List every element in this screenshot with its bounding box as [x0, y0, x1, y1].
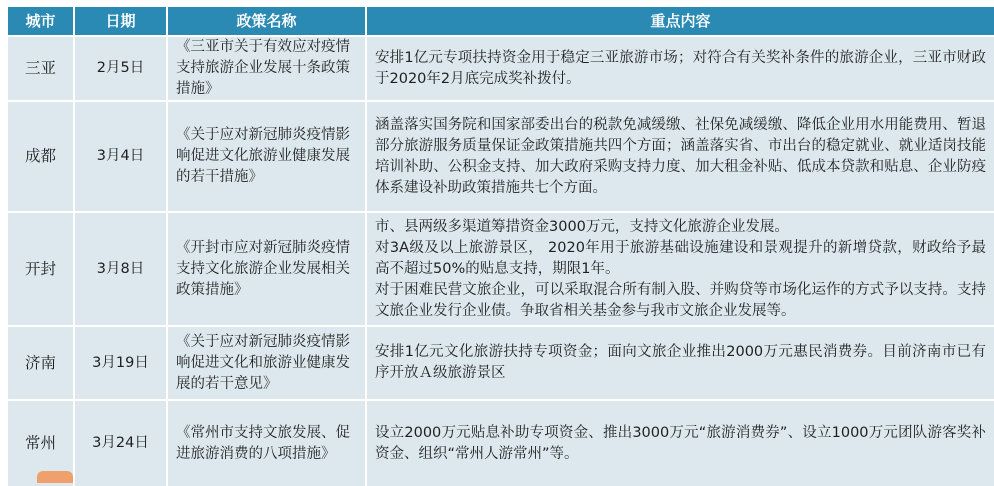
cell-policy-name: 《关于应对新冠肺炎疫情影响促进文化旅游业健康发展的若干措施》: [168, 102, 365, 211]
cell-city: 成都: [8, 102, 73, 211]
cell-key-content: [367, 37, 994, 100]
cell-date: 3月8日: [75, 213, 166, 325]
header-key-content: 重点内容: [367, 7, 994, 35]
cell-date: 3月24日: [75, 401, 166, 486]
cell-policy-name: 《常州市支持文旅发展、促进旅游消费的八项措施》: [168, 401, 365, 486]
cell-city: 开封: [8, 213, 73, 325]
content-paragraph: 市、县两级多渠道筹措资金3000万元，支持文化旅游企业发展。: [375, 218, 789, 235]
cell-date: 2月5日: [75, 37, 166, 100]
content-paragraph: 对于困难民营文旅企业，可以采取混合所有制入股、并购贷等市场化运作的方式予以支持。支持文旅企业发行企业债。争取省相关基金参与我市文旅企业发展等。: [375, 281, 986, 319]
cell-key-content: [367, 327, 994, 399]
content-paragraph: 对3A级及以上旅游景区， 2020年用于旅游基础设施建设和景观提升的新增贷款，财政给予最高不超过50%的贴息支持，期限1年。: [375, 239, 986, 277]
cell-policy-name: 《开封市应对新冠肺炎疫情支持文化旅游企业发展相关政策措施》: [168, 213, 365, 325]
header-date: 日期: [75, 7, 166, 35]
cell-city: 济南: [8, 327, 73, 399]
cell-key-content: [367, 401, 994, 486]
cell-city: 常州: [8, 401, 73, 486]
header-city: 城市: [8, 7, 73, 35]
header-policy-name: 政策名称: [168, 7, 365, 35]
cell-policy-name: 《三亚市关于有效应对疫情支持旅游企业发展十条政策措施》: [168, 37, 365, 100]
cell-policy-name: 《关于应对新冠肺炎疫情影响促进文化和旅游业健康发展的若干意见》: [168, 327, 365, 399]
cell-key-content: [367, 213, 994, 325]
content-paragraph: 设立2000万元贴息补助专项资金、推出3000万元“旅游消费券”、设立1000万元团队游客奖补资金、组织“常州人游常州”等。: [375, 424, 986, 462]
content-paragraph: 安排1亿元专项扶持资金用于稳定三亚旅游市场；对符合有关奖补条件的旅游企业，三亚市财政于2020年2月底完成奖补拨付。: [375, 49, 986, 87]
content-paragraph: 涵盖落实国务院和国家部委出台的税款免减缓缴、社保免减缓缴、降低企业用水用能费用、暂退部分旅游服务质量保证金政策措施共四个方面；涵盖落实省、市出台的稳定就业、就业适岗技能培训补助、公积金支持、加大政府采购支持力度、加大租金补贴、低成本贷款和贴息、企业防疫体系建设补助政策措施共七个方面。: [375, 116, 986, 196]
cell-date: 3月19日: [75, 327, 166, 399]
cell-key-content: [367, 102, 994, 211]
policy-table: [8, 7, 994, 486]
logo-fragment-icon: [37, 471, 73, 483]
cell-city: 三亚: [8, 37, 73, 100]
cell-date: 3月4日: [75, 102, 166, 211]
content-paragraph: 安排1亿元文化旅游扶持专项资金；面向文旅企业推出2000万元惠民消费券。目前济南市已有序开放Ａ级旅游景区: [375, 344, 986, 381]
